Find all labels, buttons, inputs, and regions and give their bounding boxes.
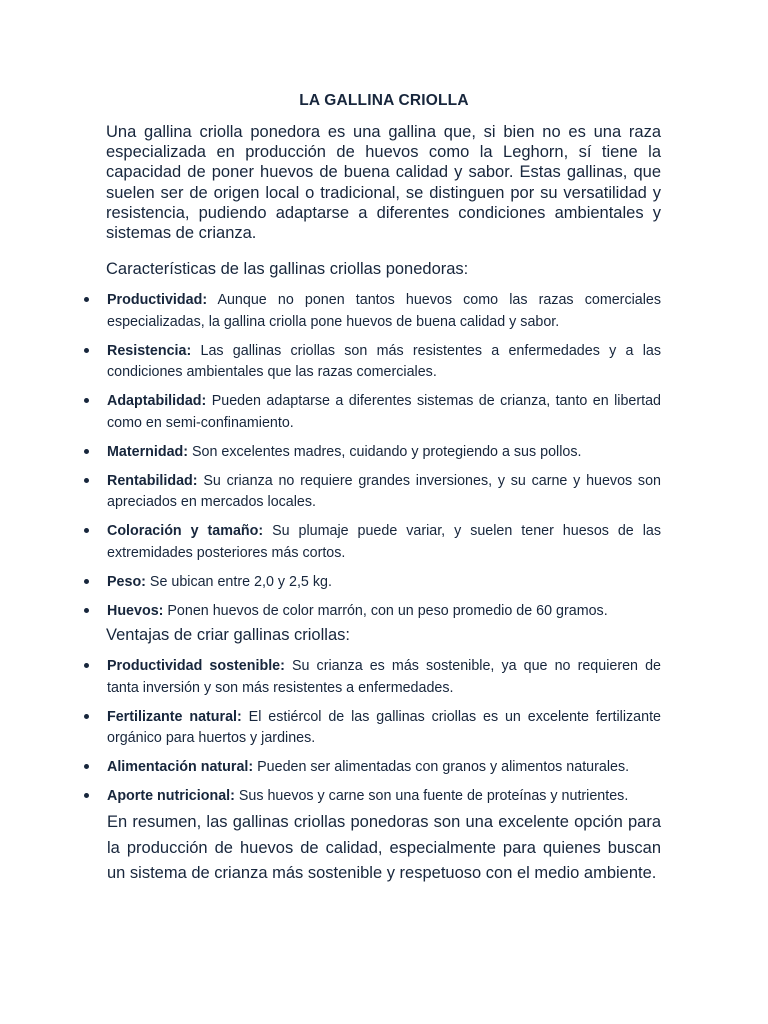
bullet-text: Las gallinas criollas son más resistentes a enfermedades y a las condiciones ambientales que las razas comerciales. [107, 342, 661, 380]
list-item [0, 290, 661, 333]
bullet-icon [84, 764, 89, 769]
bullet-text: Sus huevos y carne son una fuente de proteínas y nutrientes. [234, 788, 629, 804]
list-item [0, 391, 661, 434]
bullet-icon [84, 449, 89, 454]
advantages-list [0, 656, 768, 808]
list-item [0, 786, 661, 808]
characteristics-list [0, 290, 768, 622]
list-item [0, 341, 661, 384]
bullet-text: Pueden adaptarse a diferentes sistemas de crianza, tanto en libertad como en semi-confinamiento. [107, 393, 661, 431]
document-title: LA GALLINA CRIOLLA [299, 92, 469, 109]
list-item [0, 471, 661, 514]
intro-paragraph: Una gallina criolla ponedora es una gallina que, si bien no es una raza especializada en producción de huevos como la Leghorn, sí tiene la capacidad de poner huevos de buena calidad y sabor. Estas gallinas, que suelen ser de origen local o tradicional, se distinguen por su versatilidad y resistencia, pudiendo adaptarse a diferentes condiciones ambientales y sistemas de crianza. [106, 123, 661, 243]
bullet-text: Pueden ser alimentadas con granos y alimentos naturales. [253, 759, 630, 775]
bullet-text: Se ubican entre 2,0 y 2,5 kg. [145, 573, 332, 590]
bullet-icon [84, 663, 89, 668]
bullet-text: Su crianza no requiere grandes inversiones, y su carne y huevos son apreciados en mercados locales. [107, 472, 661, 510]
bullet-icon [84, 714, 89, 719]
advantages-heading: Ventajas de criar gallinas criollas: [106, 626, 350, 644]
bullet-text: El estiércol de las gallinas criollas es un excelente fertilizante orgánico para huertos y jardines. [107, 708, 661, 746]
bullet-term: Rentabilidad: [107, 472, 198, 489]
list-item [0, 572, 661, 594]
bullet-icon [84, 608, 89, 613]
bullet-term: Adaptabilidad: [107, 393, 207, 409]
bullet-icon [84, 297, 89, 302]
bullet-text: Ponen huevos de color marrón, con un peso promedio de 60 gramos. [163, 602, 608, 619]
bullet-term: Maternidad: [107, 443, 189, 460]
bullet-text: Su plumaje puede variar, y suelen tener huesos de las extremidades posteriores más cortos. [107, 523, 661, 561]
bullet-term: Fertilizante natural: [107, 708, 242, 725]
bullet-term: Alimentación natural: [107, 759, 254, 775]
bullet-term: Resistencia: [107, 342, 192, 359]
summary-paragraph: En resumen, las gallinas criollas ponedoras son una excelente opción para la producción de huevos de calidad, especialmente para quienes buscan un sistema de crianza más sostenible y respetuoso con el medio ambiente. [107, 813, 661, 882]
bullet-icon [84, 348, 89, 353]
list-item [0, 757, 661, 779]
bullet-icon [84, 579, 89, 584]
bullet-term: Peso: [107, 573, 146, 590]
bullet-icon [84, 528, 89, 533]
bullet-term: Productividad: [107, 292, 208, 308]
bullet-term: Aporte nutricional: [107, 788, 235, 804]
bullet-icon [84, 793, 89, 798]
list-item [0, 656, 661, 699]
bullet-icon [84, 398, 89, 403]
bullet-text: Aunque no ponen tantos huevos como las razas comerciales especializadas, la gallina criolla pone huevos de buena calidad y sabor. [107, 292, 661, 330]
bullet-term: Huevos: [107, 602, 164, 619]
bullet-term: Productividad sostenible: [107, 658, 285, 674]
list-item [0, 601, 661, 623]
bullet-text: Son excelentes madres, cuidando y protegiendo a sus pollos. [188, 443, 582, 460]
bullet-text: Su crianza es más sostenible, ya que no requieren de tanta inversión y son más resistentes a enfermedades. [107, 658, 661, 696]
bullet-term: Coloración y tamaño: [107, 523, 264, 539]
bullet-icon [84, 478, 89, 483]
list-item [0, 521, 661, 564]
list-item [0, 707, 661, 750]
list-item [0, 442, 661, 464]
characteristics-heading: Características de las gallinas criollas ponedoras: [106, 260, 469, 278]
